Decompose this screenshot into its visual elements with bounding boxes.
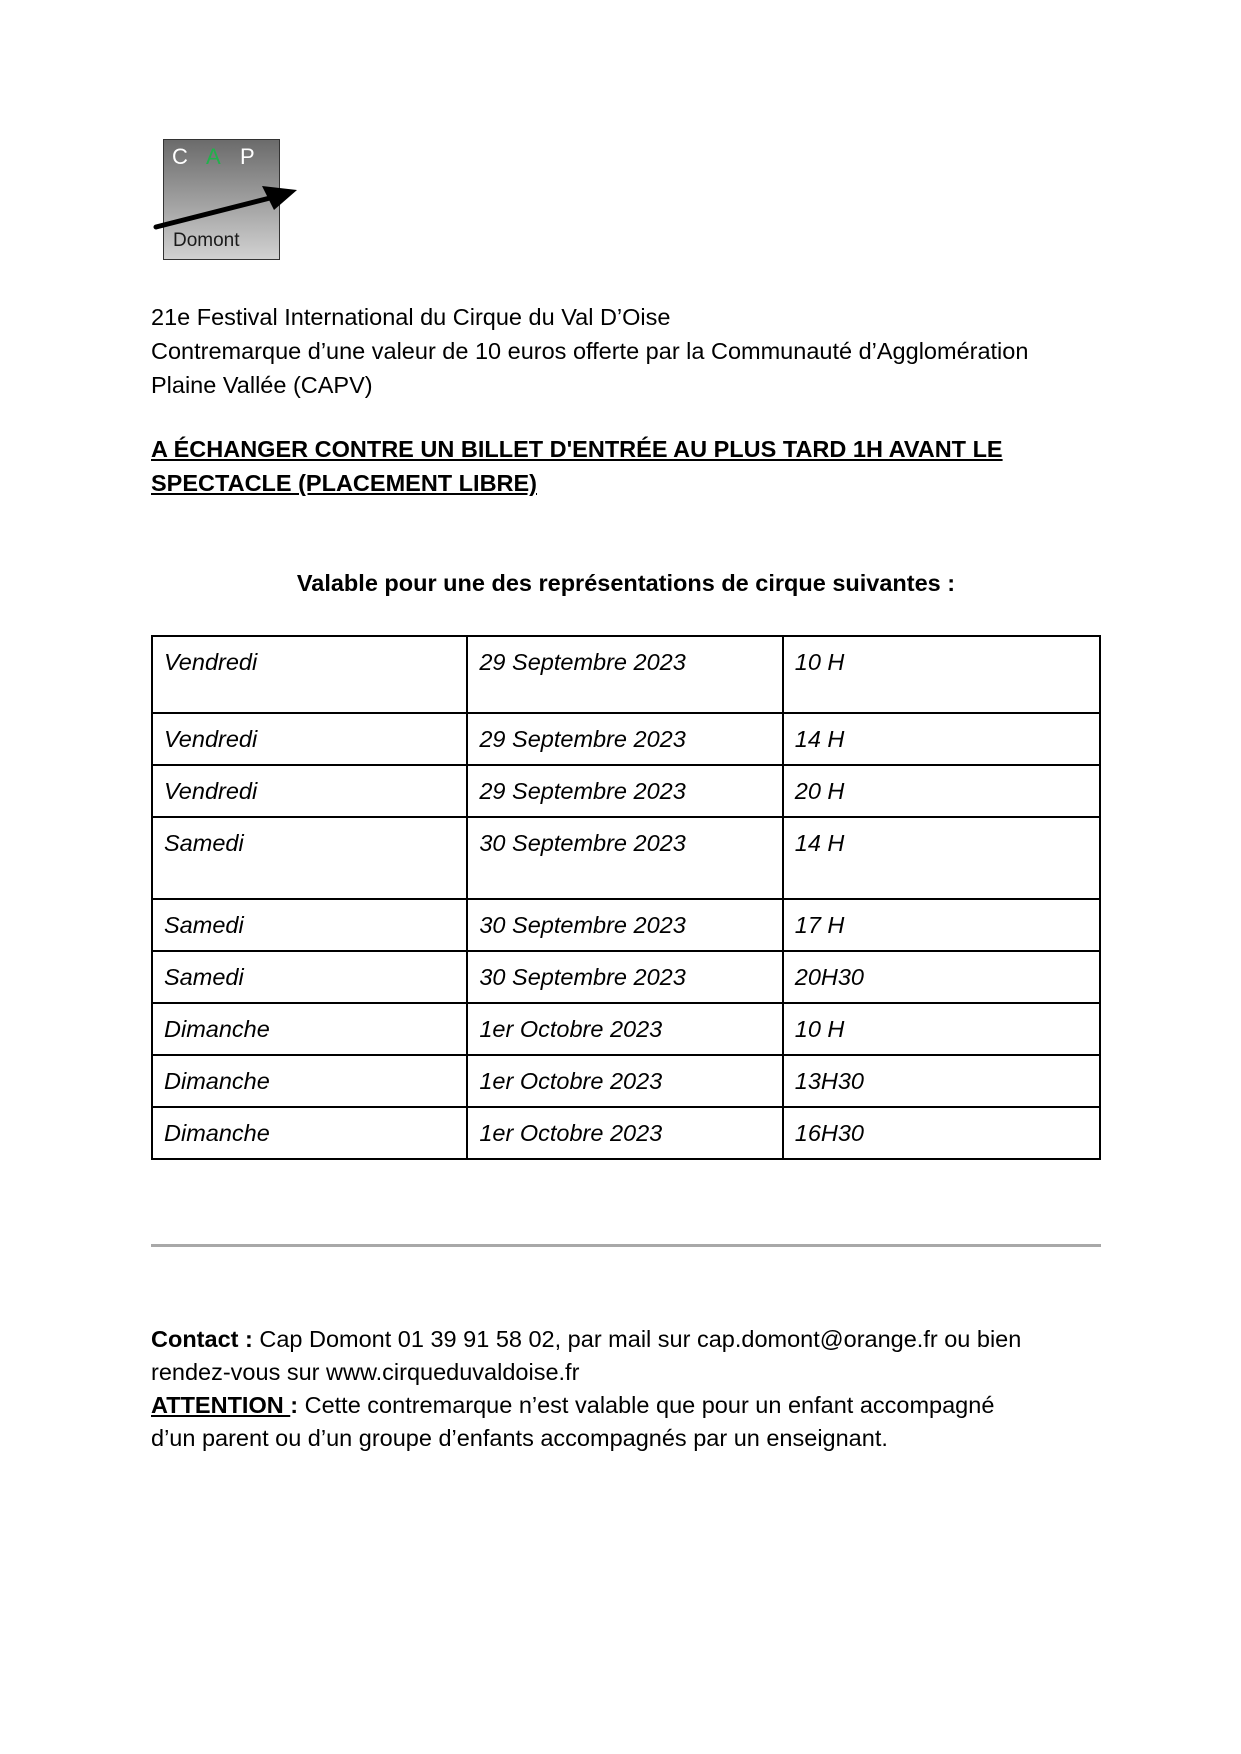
cell-date: 1er Octobre 2023 (467, 1003, 782, 1055)
notice-line-2: SPECTACLE (PLACEMENT LIBRE) (151, 470, 538, 496)
table-row (152, 817, 1100, 899)
cell-day: Vendredi (152, 636, 467, 713)
contact-block (151, 1323, 1111, 1455)
table-row (152, 765, 1100, 817)
cell-day: Dimanche (152, 1003, 467, 1055)
table-row (152, 1107, 1100, 1159)
table-row (152, 951, 1100, 1003)
cell-day: Vendredi (152, 765, 467, 817)
schedule-table (151, 635, 1101, 1160)
attention-line-1 (151, 1389, 1111, 1422)
cell-time: 10 H (783, 1003, 1100, 1055)
validity-heading: Valable pour une des représentations de cirque suivantes : (296, 570, 956, 596)
cell-date: 29 Septembre 2023 (467, 765, 782, 817)
cell-time: 13H30 (783, 1055, 1100, 1107)
cell-day: Vendredi (152, 713, 467, 765)
cell-time: 10 H (783, 636, 1100, 713)
attention-line-2: d’un parent ou d’un groupe d’enfants accompagnés par un enseignant. (151, 1425, 888, 1451)
cell-time: 16H30 (783, 1107, 1100, 1159)
contact-text: Cap Domont 01 39 91 58 02, par mail sur cap.domont@orange.fr ou bien (252, 1326, 1022, 1352)
horizontal-divider (151, 1244, 1101, 1247)
contact-label: Contact : (151, 1326, 253, 1352)
contact-line-1 (151, 1323, 1111, 1356)
cell-date: 30 Septembre 2023 (467, 817, 782, 899)
logo-letter-a: A (206, 144, 221, 169)
logo-letter-p: P (240, 144, 255, 169)
cell-date: 1er Octobre 2023 (467, 1055, 782, 1107)
table-row (152, 713, 1100, 765)
cell-time: 17 H (783, 899, 1100, 951)
cap-domont-logo (163, 139, 280, 260)
attention-text: Cette contremarque n’est valable que pour un enfant accompagné (298, 1392, 995, 1418)
contact-line-2: rendez-vous sur www.cirqueduvaldoise.fr (151, 1359, 580, 1385)
table-row (152, 636, 1100, 713)
cell-time: 20H30 (783, 951, 1100, 1003)
arrow-icon (152, 176, 302, 236)
cell-date: 30 Septembre 2023 (467, 899, 782, 951)
festival-title: 21e Festival International du Cirque du Val D’Oise (151, 304, 671, 330)
intro-line-3: Plaine Vallée (CAPV) (151, 372, 373, 398)
cell-time: 14 H (783, 817, 1100, 899)
attention-label: ATTENTION (151, 1392, 291, 1418)
cell-date: 1er Octobre 2023 (467, 1107, 782, 1159)
cell-day: Dimanche (152, 1107, 467, 1159)
cell-date: 29 Septembre 2023 (467, 636, 782, 713)
logo-letter-c: C (172, 144, 188, 169)
cell-day: Samedi (152, 817, 467, 899)
table-row (152, 1055, 1100, 1107)
intro-block (151, 300, 1111, 402)
table-row (152, 899, 1100, 951)
attention-colon: : (290, 1392, 299, 1418)
cell-day: Samedi (152, 951, 467, 1003)
logo-letters (172, 144, 274, 170)
cell-time: 14 H (783, 713, 1100, 765)
exchange-notice (151, 432, 1111, 500)
table-row (152, 1003, 1100, 1055)
notice-line-1: A ÉCHANGER CONTRE UN BILLET D'ENTRÉE AU PLUS TARD 1H AVANT LE (151, 436, 1003, 462)
cell-date: 29 Septembre 2023 (467, 713, 782, 765)
intro-line-2: Contremarque d’une valeur de 10 euros offerte par la Communauté d’Agglomération (151, 338, 1029, 364)
cell-day: Dimanche (152, 1055, 467, 1107)
cell-day: Samedi (152, 899, 467, 951)
cell-time: 20 H (783, 765, 1100, 817)
logo-name: Domont (173, 230, 240, 251)
cell-date: 30 Septembre 2023 (467, 951, 782, 1003)
